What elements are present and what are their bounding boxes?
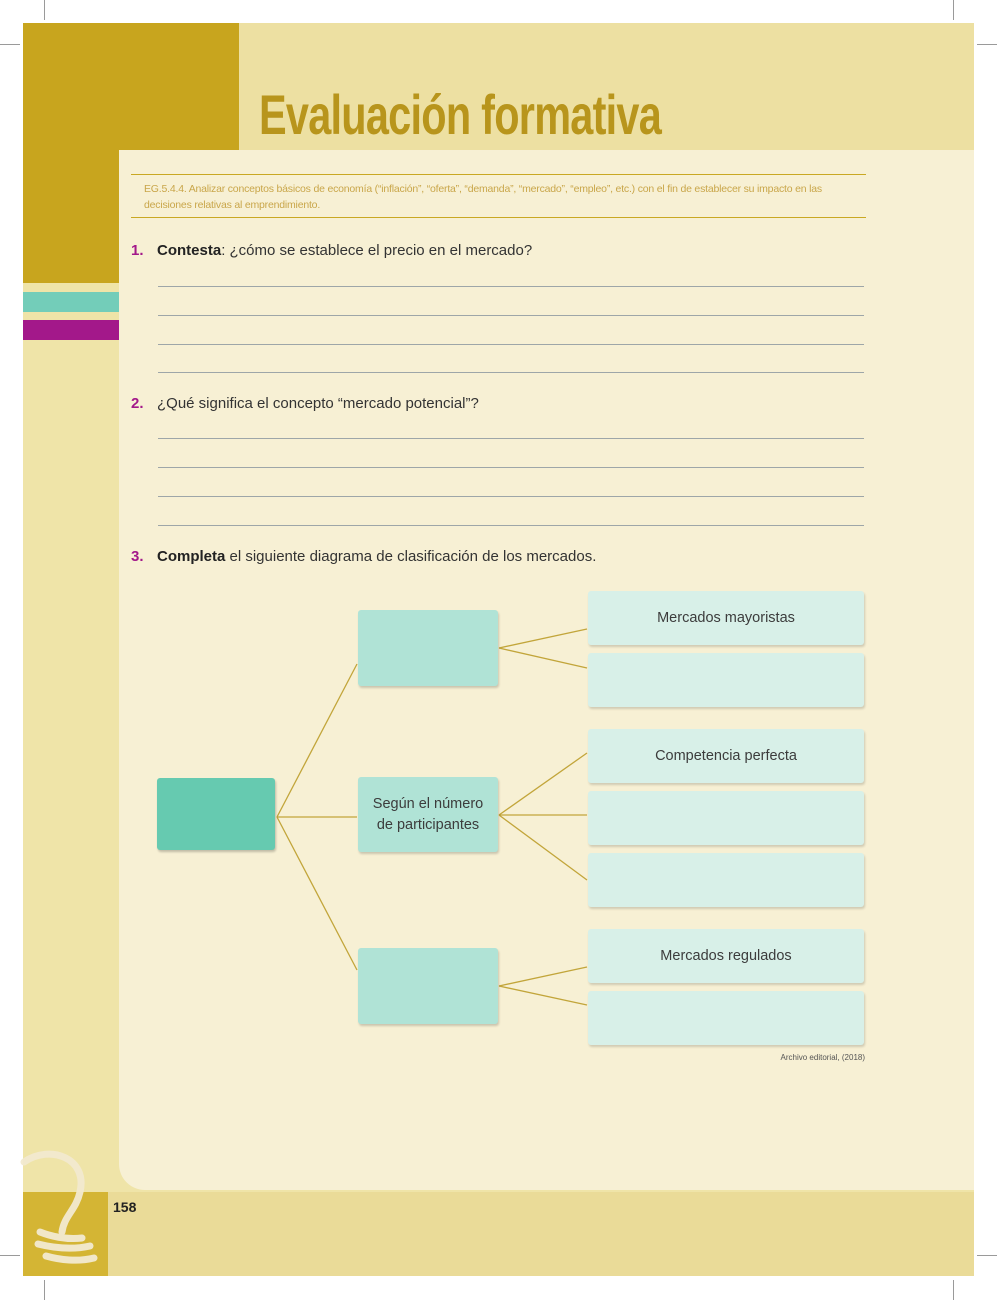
question-1-number: 1. xyxy=(131,242,144,259)
connector-line xyxy=(499,753,587,815)
question-2-number: 2. xyxy=(131,395,144,412)
diagram-leaf-box: Mercados regulados xyxy=(588,929,864,983)
diagram-leaf-box[interactable] xyxy=(588,991,864,1045)
connector-line xyxy=(277,817,357,970)
diagram-leaf-box[interactable] xyxy=(588,853,864,907)
diagram-leaf-box[interactable] xyxy=(588,791,864,845)
diagram-leaf-box[interactable] xyxy=(588,653,864,707)
connector-line xyxy=(499,986,587,1005)
question-3-text: el siguiente diagrama de clasificación de los mercados. xyxy=(225,548,597,565)
question-3-number: 3. xyxy=(131,548,144,565)
connector-line xyxy=(499,967,587,986)
diagram-branch-box[interactable] xyxy=(358,948,498,1024)
question-2-text: ¿Qué significa el concepto “mercado potencial”? xyxy=(157,395,479,412)
diagram-leaf-box: Competencia perfecta xyxy=(588,729,864,783)
connector-line xyxy=(499,815,587,880)
connector-line xyxy=(499,629,587,648)
page-title: Evaluación formativa xyxy=(259,83,662,146)
source-credit: Archivo editorial, (2018) xyxy=(780,1053,865,1062)
question-3-verb: Completa xyxy=(157,548,226,565)
question-1-text: : ¿cómo se establece el precio en el mercado? xyxy=(221,242,533,259)
diagram-branch-box[interactable] xyxy=(358,610,498,686)
objective-text: EG.5.4.4. Analizar conceptos básicos de economía (“inflación”, “oferta”, “demanda”, “mercado”, “empleo”, etc.) con el fin de establecer su impacto en las decisiones relativas al emprendimiento. xyxy=(144,183,822,211)
diagram-leaf-box: Mercados mayoristas xyxy=(588,591,864,645)
page-number: 158 xyxy=(113,1199,137,1215)
question-1-verb: Contesta xyxy=(157,242,222,259)
connector-line xyxy=(499,648,587,668)
diagram-root-box[interactable] xyxy=(157,778,275,850)
connector-line xyxy=(277,664,357,817)
diagram-branch-box: Según el número de participantes xyxy=(358,777,498,852)
